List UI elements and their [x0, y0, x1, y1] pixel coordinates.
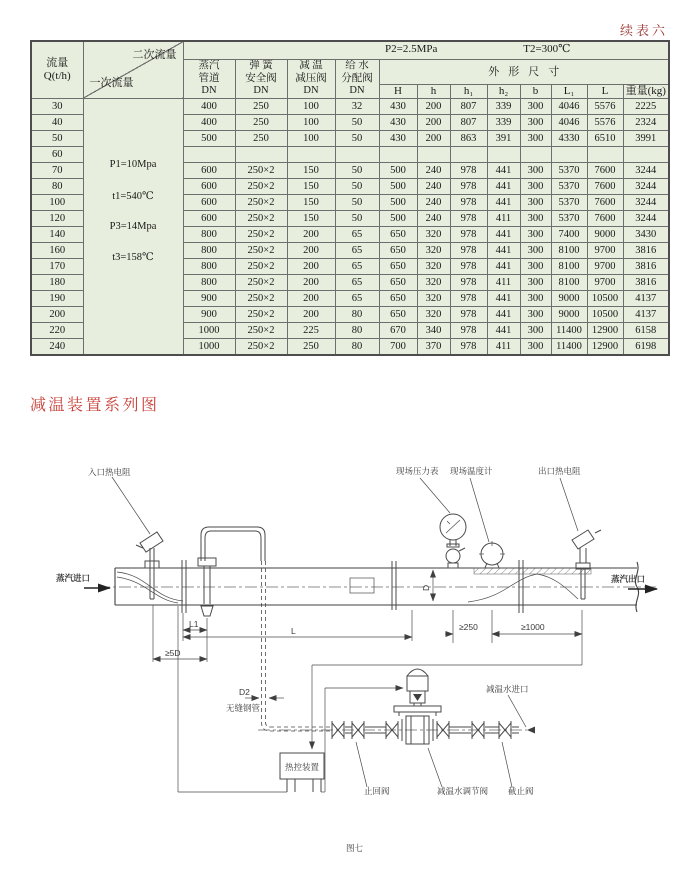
value-cell: 250×2	[235, 226, 287, 242]
water-manifold	[258, 721, 535, 739]
dn-header-line: 分配阀	[341, 72, 373, 84]
value-cell: 300	[520, 274, 551, 290]
dim-col-h1: h₁	[450, 85, 487, 99]
dn-header-line: DN	[349, 85, 365, 97]
spec-table	[30, 40, 670, 356]
flow-cell: 220	[31, 322, 83, 338]
value-cell: 320	[417, 258, 450, 274]
seamless-pipe-label: 无缝钢管	[226, 703, 261, 713]
value-cell: 250×2	[235, 274, 287, 290]
pressure-gauge	[440, 514, 466, 568]
value-cell: 250×2	[235, 194, 287, 210]
value-cell: 2324	[623, 114, 669, 130]
value-cell: 250×2	[235, 322, 287, 338]
value-cell: 441	[487, 162, 520, 178]
liner-plate	[350, 578, 374, 593]
value-cell: 6158	[623, 322, 669, 338]
flow-cell: 70	[31, 162, 83, 178]
pressure-gauge-leader	[420, 478, 450, 513]
value-cell: 300	[520, 194, 551, 210]
flow-cell: 80	[31, 178, 83, 194]
dim-L: L	[291, 626, 296, 636]
value-cell: 340	[417, 322, 450, 338]
value-cell: 200	[287, 274, 335, 290]
value-cell: 5370	[551, 162, 587, 178]
value-cell: 978	[450, 162, 487, 178]
value-cell: 250×2	[235, 306, 287, 322]
value-cell: 978	[450, 210, 487, 226]
value-cell: 1000	[183, 322, 235, 338]
dn-header-line: DN	[253, 85, 269, 97]
dim-col-b: b	[520, 85, 551, 99]
dim-D2: D2	[239, 687, 250, 697]
value-cell: 411	[487, 274, 520, 290]
value-cell: 400	[183, 98, 235, 114]
dn-header-line: 蒸汽	[198, 60, 220, 72]
dimension-lines	[153, 570, 582, 698]
control-valve-label: 减温水调节阀	[437, 786, 489, 796]
value-cell: 430	[379, 114, 417, 130]
value-cell: 50	[335, 178, 379, 194]
dn-header-line: 管道	[198, 72, 220, 84]
value-cell: 7600	[587, 162, 623, 178]
value-cell: 80	[335, 306, 379, 322]
value-cell: 5576	[587, 114, 623, 130]
value-cell: 3244	[623, 210, 669, 226]
thermometer-label: 现场温度计	[450, 466, 493, 476]
value-cell: 978	[450, 338, 487, 355]
value-cell: 9000	[587, 226, 623, 242]
value-cell: 3816	[623, 274, 669, 290]
value-cell: 900	[183, 306, 235, 322]
value-cell: 9700	[587, 274, 623, 290]
value-cell: 411	[487, 210, 520, 226]
value-cell: 300	[520, 226, 551, 242]
flow-cell: 240	[31, 338, 83, 355]
value-cell: 978	[450, 242, 487, 258]
value-cell: 400	[183, 114, 235, 130]
value-cell: 300	[520, 130, 551, 146]
value-cell: 5576	[587, 98, 623, 114]
value-cell: 978	[450, 194, 487, 210]
value-cell: 11400	[551, 322, 587, 338]
flow-cell: 190	[31, 290, 83, 306]
primary-flow-label: 一次流量	[89, 77, 134, 89]
condition-span-header	[183, 41, 669, 60]
value-cell: 441	[487, 306, 520, 322]
value-cell: 391	[487, 130, 520, 146]
value-cell: 500	[379, 210, 417, 226]
value-cell	[335, 146, 379, 162]
steam-pipe-dn-header	[183, 60, 235, 99]
flow-column-header	[31, 41, 83, 98]
flow-cell: 140	[31, 226, 83, 242]
safety-valve-dn-header	[235, 60, 287, 99]
value-cell: 650	[379, 226, 417, 242]
value-cell: 50	[335, 162, 379, 178]
inlet-rtd-leader	[112, 477, 150, 534]
value-cell: 65	[335, 290, 379, 306]
reducing-valve-dn-header	[287, 60, 335, 99]
value-cell: 50	[335, 130, 379, 146]
value-cell: 100	[287, 114, 335, 130]
value-cell	[417, 146, 450, 162]
steam-outlet-label: 蒸汽出口	[611, 574, 646, 584]
continuation-label: 续表六	[619, 23, 668, 38]
outlet-rtd-label: 出口热电阻	[538, 466, 581, 476]
condition-label: t1=540℃	[112, 190, 154, 202]
value-cell: 978	[450, 274, 487, 290]
diagonal-header-cell	[83, 41, 183, 98]
value-cell: 200	[417, 130, 450, 146]
control-valve-leader	[428, 748, 442, 787]
value-cell: 4330	[551, 130, 587, 146]
value-cell: 300	[520, 98, 551, 114]
value-cell: 250×2	[235, 338, 287, 355]
value-cell: 65	[335, 274, 379, 290]
value-cell: 10500	[587, 306, 623, 322]
value-cell: 300	[520, 242, 551, 258]
value-cell: 225	[287, 322, 335, 338]
value-cell: 9700	[587, 258, 623, 274]
value-cell: 250	[235, 130, 287, 146]
dim-col-L1: L₁	[551, 85, 587, 99]
control-box	[280, 753, 324, 792]
value-cell: 800	[183, 258, 235, 274]
value-cell: 65	[335, 258, 379, 274]
flow-header-line2: Q(t/h)	[43, 69, 71, 82]
pressure-gauge-label: 现场压力表	[396, 466, 439, 476]
steam-inlet-label: 蒸汽进口	[56, 573, 91, 583]
dim-col-weight: 重量(kg)	[623, 85, 669, 99]
dim-1000: ≥1000	[521, 622, 545, 632]
value-cell: 240	[417, 178, 450, 194]
value-cell	[235, 146, 287, 162]
dim-col-h2: h₂	[487, 85, 520, 99]
value-cell: 300	[520, 178, 551, 194]
inlet-rtd-sensor	[136, 532, 163, 599]
value-cell: 807	[450, 114, 487, 130]
value-cell: 50	[335, 114, 379, 130]
value-cell: 7600	[587, 178, 623, 194]
value-cell: 700	[379, 338, 417, 355]
value-cell: 441	[487, 226, 520, 242]
condition-label: P3=14Mpa	[109, 220, 157, 232]
dn-header-line: 给 水	[345, 60, 369, 72]
value-cell: 4046	[551, 98, 587, 114]
value-cell: 4046	[551, 114, 587, 130]
value-cell: 650	[379, 258, 417, 274]
value-cell: 800	[183, 274, 235, 290]
dn-header-line: 安全阀	[245, 72, 277, 84]
value-cell: 370	[417, 338, 450, 355]
value-cell	[450, 146, 487, 162]
value-cell: 863	[450, 130, 487, 146]
flow-cell: 120	[31, 210, 83, 226]
value-cell: 8100	[551, 242, 587, 258]
value-cell: 441	[487, 322, 520, 338]
value-cell: 4137	[623, 290, 669, 306]
value-cell: 5370	[551, 178, 587, 194]
table-row	[31, 98, 669, 114]
value-cell: 240	[417, 162, 450, 178]
value-cell: 150	[287, 210, 335, 226]
value-cell: 250×2	[235, 178, 287, 194]
condition-label: t3=158℃	[112, 251, 154, 263]
outlet-cone-curve	[468, 574, 537, 602]
value-cell: 7600	[587, 194, 623, 210]
t2-label: T2=300℃	[523, 43, 571, 55]
value-cell: 800	[183, 226, 235, 242]
value-cell: 250	[287, 338, 335, 355]
value-cell: 3244	[623, 178, 669, 194]
value-cell: 200	[287, 226, 335, 242]
dim-col-H: H	[379, 85, 417, 99]
value-cell: 670	[379, 322, 417, 338]
value-cell: 320	[417, 306, 450, 322]
dim-5D: ≥5D	[165, 648, 181, 658]
value-cell: 900	[183, 290, 235, 306]
value-cell: 430	[379, 130, 417, 146]
value-cell: 300	[520, 322, 551, 338]
value-cell: 339	[487, 114, 520, 130]
value-cell: 978	[450, 258, 487, 274]
condition-label: P1=10Mpa	[109, 158, 157, 170]
dn-header-line: 弹 簧	[249, 60, 273, 72]
value-cell: 3816	[623, 258, 669, 274]
value-cell: 5370	[551, 194, 587, 210]
main-pipe	[98, 560, 656, 613]
value-cell: 6510	[587, 130, 623, 146]
value-cell: 650	[379, 274, 417, 290]
value-cell: 9700	[587, 242, 623, 258]
water-dist-valve-dn-header	[335, 60, 379, 99]
value-cell: 320	[417, 274, 450, 290]
value-cell	[551, 146, 587, 162]
value-cell: 7400	[551, 226, 587, 242]
value-cell: 320	[417, 226, 450, 242]
conditions-cell	[83, 98, 183, 355]
value-cell: 50	[335, 194, 379, 210]
value-cell: 200	[287, 290, 335, 306]
value-cell: 240	[417, 194, 450, 210]
value-cell: 441	[487, 242, 520, 258]
flow-cell: 40	[31, 114, 83, 130]
value-cell: 250	[235, 114, 287, 130]
value-cell: 411	[487, 338, 520, 355]
value-cell: 600	[183, 178, 235, 194]
value-cell: 100	[287, 130, 335, 146]
value-cell: 3244	[623, 162, 669, 178]
value-cell: 8100	[551, 258, 587, 274]
flow-cell: 170	[31, 258, 83, 274]
dim-L1: L1	[189, 619, 199, 629]
value-cell: 300	[520, 338, 551, 355]
value-cell: 9000	[551, 306, 587, 322]
value-cell: 200	[417, 98, 450, 114]
value-cell: 150	[287, 162, 335, 178]
flow-cell: 180	[31, 274, 83, 290]
value-cell: 300	[520, 114, 551, 130]
value-cell	[287, 146, 335, 162]
value-cell: 650	[379, 306, 417, 322]
water-loop-pipe	[201, 527, 330, 731]
value-cell: 250×2	[235, 290, 287, 306]
value-cell: 441	[487, 178, 520, 194]
inlet-rtd-label: 入口热电阻	[88, 467, 131, 477]
value-cell: 10500	[587, 290, 623, 306]
control-box-label: 热控装置	[284, 762, 320, 772]
value-cell: 978	[450, 306, 487, 322]
value-cell: 250×2	[235, 242, 287, 258]
value-cell: 500	[183, 130, 235, 146]
outlet-rtd-leader	[560, 478, 578, 531]
value-cell: 978	[450, 178, 487, 194]
value-cell	[520, 146, 551, 162]
p2-label: P2=2.5MPa	[385, 43, 438, 55]
secondary-flow-label: 二次流量	[132, 49, 177, 61]
value-cell: 300	[520, 290, 551, 306]
value-cell: 6198	[623, 338, 669, 355]
dim-col-L: L	[587, 85, 623, 99]
value-cell: 65	[335, 226, 379, 242]
value-cell: 3244	[623, 194, 669, 210]
spec-table-body	[31, 98, 669, 355]
value-cell: 978	[450, 290, 487, 306]
value-cell: 5370	[551, 210, 587, 226]
value-cell: 500	[379, 162, 417, 178]
value-cell: 250×2	[235, 258, 287, 274]
value-cell: 150	[287, 178, 335, 194]
value-cell: 200	[287, 306, 335, 322]
thermometer-leader	[470, 478, 489, 542]
value-cell: 500	[379, 178, 417, 194]
value-cell	[379, 146, 417, 162]
water-inlet-label: 减温水进口	[486, 684, 529, 694]
value-cell: 65	[335, 242, 379, 258]
dim-250: ≥250	[459, 622, 478, 632]
value-cell: 2225	[623, 98, 669, 114]
figure-caption: 图七	[346, 843, 364, 853]
dim-D: D	[421, 584, 431, 591]
value-cell: 339	[487, 98, 520, 114]
value-cell: 11400	[551, 338, 587, 355]
outlet-cone-curve2	[537, 574, 578, 599]
value-cell: 3991	[623, 130, 669, 146]
value-cell: 441	[487, 258, 520, 274]
value-cell: 12900	[587, 322, 623, 338]
flow-cell: 30	[31, 98, 83, 114]
dim-col-h: h	[417, 85, 450, 99]
value-cell: 3430	[623, 226, 669, 242]
value-cell: 978	[450, 322, 487, 338]
value-cell: 600	[183, 194, 235, 210]
section-title: 减温装置系列图	[30, 397, 160, 414]
value-cell: 200	[287, 258, 335, 274]
water-inlet-tip	[527, 727, 535, 734]
value-cell	[183, 146, 235, 162]
value-cell: 300	[520, 258, 551, 274]
flow-header-line1: 流量	[46, 57, 69, 70]
value-cell: 8100	[551, 274, 587, 290]
flow-cell: 160	[31, 242, 83, 258]
value-cell: 9000	[551, 290, 587, 306]
check-valve-label: 止回阀	[364, 786, 390, 796]
outlet-rtd-sensor	[572, 530, 601, 599]
value-cell: 32	[335, 98, 379, 114]
value-cell: 320	[417, 290, 450, 306]
stop-valve-leader	[502, 742, 512, 787]
value-cell: 250	[235, 98, 287, 114]
value-cell: 200	[417, 114, 450, 130]
flow-cell: 100	[31, 194, 83, 210]
value-cell: 80	[335, 338, 379, 355]
value-cell: 12900	[587, 338, 623, 355]
value-cell: 320	[417, 242, 450, 258]
control-valve	[394, 669, 441, 744]
value-cell: 650	[379, 290, 417, 306]
dn-header-line: 减压阀	[295, 72, 327, 84]
value-cell: 1000	[183, 338, 235, 355]
value-cell	[587, 146, 623, 162]
value-cell: 240	[417, 210, 450, 226]
value-cell: 441	[487, 194, 520, 210]
value-cell: 7600	[587, 210, 623, 226]
flow-cell: 60	[31, 146, 83, 162]
value-cell: 200	[287, 242, 335, 258]
value-cell: 441	[487, 290, 520, 306]
dn-header-line: 减 温	[299, 60, 323, 72]
value-cell: 3816	[623, 242, 669, 258]
value-cell	[623, 146, 669, 162]
value-cell: 600	[183, 162, 235, 178]
value-cell: 978	[450, 226, 487, 242]
stop-valve-label: 截止阀	[508, 786, 534, 796]
value-cell: 4137	[623, 306, 669, 322]
value-cell: 50	[335, 210, 379, 226]
value-cell: 250×2	[235, 210, 287, 226]
thermometer	[479, 541, 505, 568]
desuperheater-diagram	[0, 440, 698, 870]
value-cell: 80	[335, 322, 379, 338]
value-cell: 600	[183, 210, 235, 226]
value-cell: 300	[520, 306, 551, 322]
value-cell: 800	[183, 242, 235, 258]
dn-header-line: DN	[201, 85, 217, 97]
value-cell: 150	[287, 194, 335, 210]
value-cell	[487, 146, 520, 162]
flow-cell: 50	[31, 130, 83, 146]
value-cell: 300	[520, 162, 551, 178]
value-cell: 650	[379, 242, 417, 258]
value-cell: 807	[450, 98, 487, 114]
flow-cell: 200	[31, 306, 83, 322]
value-cell: 250×2	[235, 162, 287, 178]
value-cell: 300	[520, 210, 551, 226]
value-cell: 430	[379, 98, 417, 114]
value-cell: 100	[287, 98, 335, 114]
weld-pad	[474, 568, 591, 574]
value-cell: 500	[379, 194, 417, 210]
dn-header-line: DN	[303, 85, 319, 97]
outline-dims-header: 外形尺寸	[379, 60, 669, 85]
check-valve-leader	[356, 742, 367, 787]
